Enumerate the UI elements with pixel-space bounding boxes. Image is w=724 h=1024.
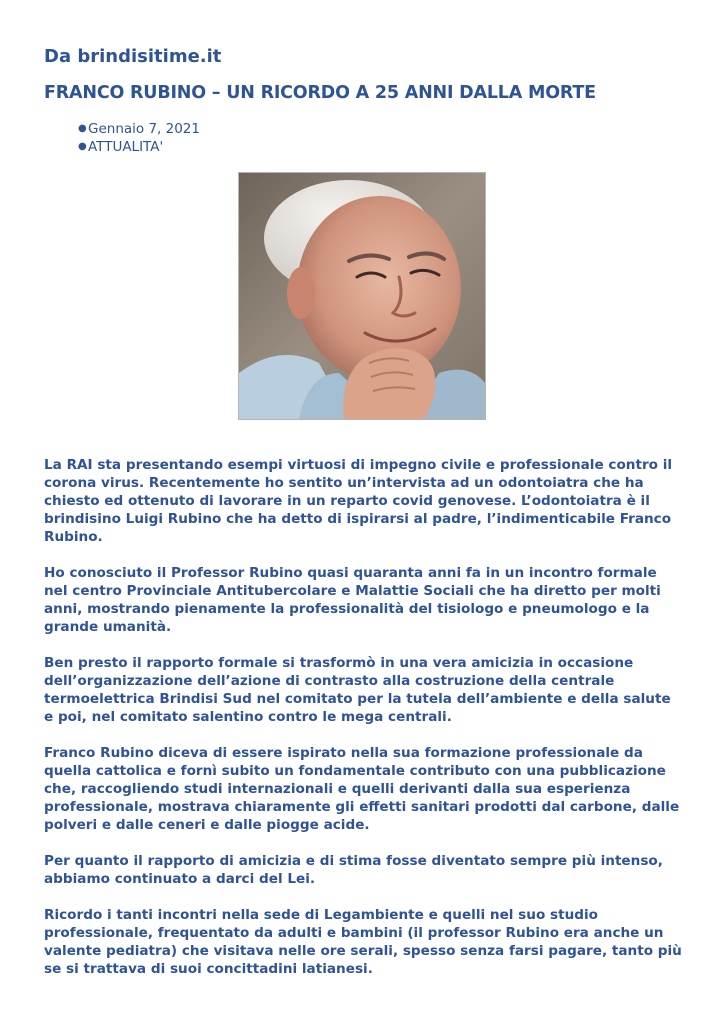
bullet-icon: ●: [78, 141, 87, 152]
article-meta: [78, 120, 200, 156]
paragraph: Per quanto il rapporto di amicizia e di stima fosse diventato sempre più intenso, abbiamo continuato a darci del Lei.: [44, 853, 663, 887]
portrait-photo: [238, 172, 486, 420]
meta-category: [78, 138, 200, 156]
source-line: Da brindisitime.it: [44, 46, 222, 67]
article-body: [44, 456, 684, 996]
paragraph: Ricordo i tanti incontri nella sede di Legambiente e quelli nel suo studio professionale, frequentato da adulti e bambini (il professor Rubino era anche un valente pediatra) che visitava nelle ore serali, spesso senza farsi pagare, tanto più se si trattava di suoi concittadini latianesi.: [44, 907, 682, 977]
paragraph: Ben presto il rapporto formale si trasformò in una vera amicizia in occasione dell’organizzazione dell’azione di contrasto alla costruzione della centrale termoelettrica Brindisi Sud nel comitato per la tutela dell’ambiente e della salute e poi, nel comitato salentino contro le mega centrali.: [44, 655, 671, 725]
meta-date-text: Gennaio 7, 2021: [88, 121, 200, 137]
portrait-image: [239, 173, 485, 419]
paragraph: La RAI sta presentando esempi virtuosi di impegno civile e professionale contro il corona virus. Recentemente ho sentito un’intervista ad un odontoiatra che ha chiesto ed ottenuto di lavorare in un reparto covid genovese. L’odontoiatra è il brindisino Luigi Rubino che ha detto di ispirarsi al padre, l’indimenticabile Franco Rubino.: [44, 457, 673, 545]
bullet-icon: ●: [78, 123, 87, 134]
meta-date: [78, 120, 200, 138]
paragraph: Ho conosciuto il Professor Rubino quasi quaranta anni fa in un incontro formale nel centro Provinciale Antitubercolare e Malattie Sociali che ha diretto per molti anni, mostrando pienamente la professionalità del tisiologo e pneumologo e la grande umanità.: [44, 565, 661, 635]
meta-category-text: ATTUALITA': [88, 139, 164, 155]
article-title: FRANCO RUBINO – UN RICORDO A 25 ANNI DALLA MORTE: [44, 83, 596, 103]
paragraph: Franco Rubino diceva di essere ispirato nella sua formazione professionale da quella cattolica e fornì subito un fondamentale contributo con una pubblicazione che, raccogliendo studi internazionali e quelli derivanti dalla sua esperienza professionale, mostrava chiaramente gli effetti sanitari prodotti dal carbone, dalle polveri e dalle ceneri e dalle piogge acide.: [44, 745, 680, 833]
